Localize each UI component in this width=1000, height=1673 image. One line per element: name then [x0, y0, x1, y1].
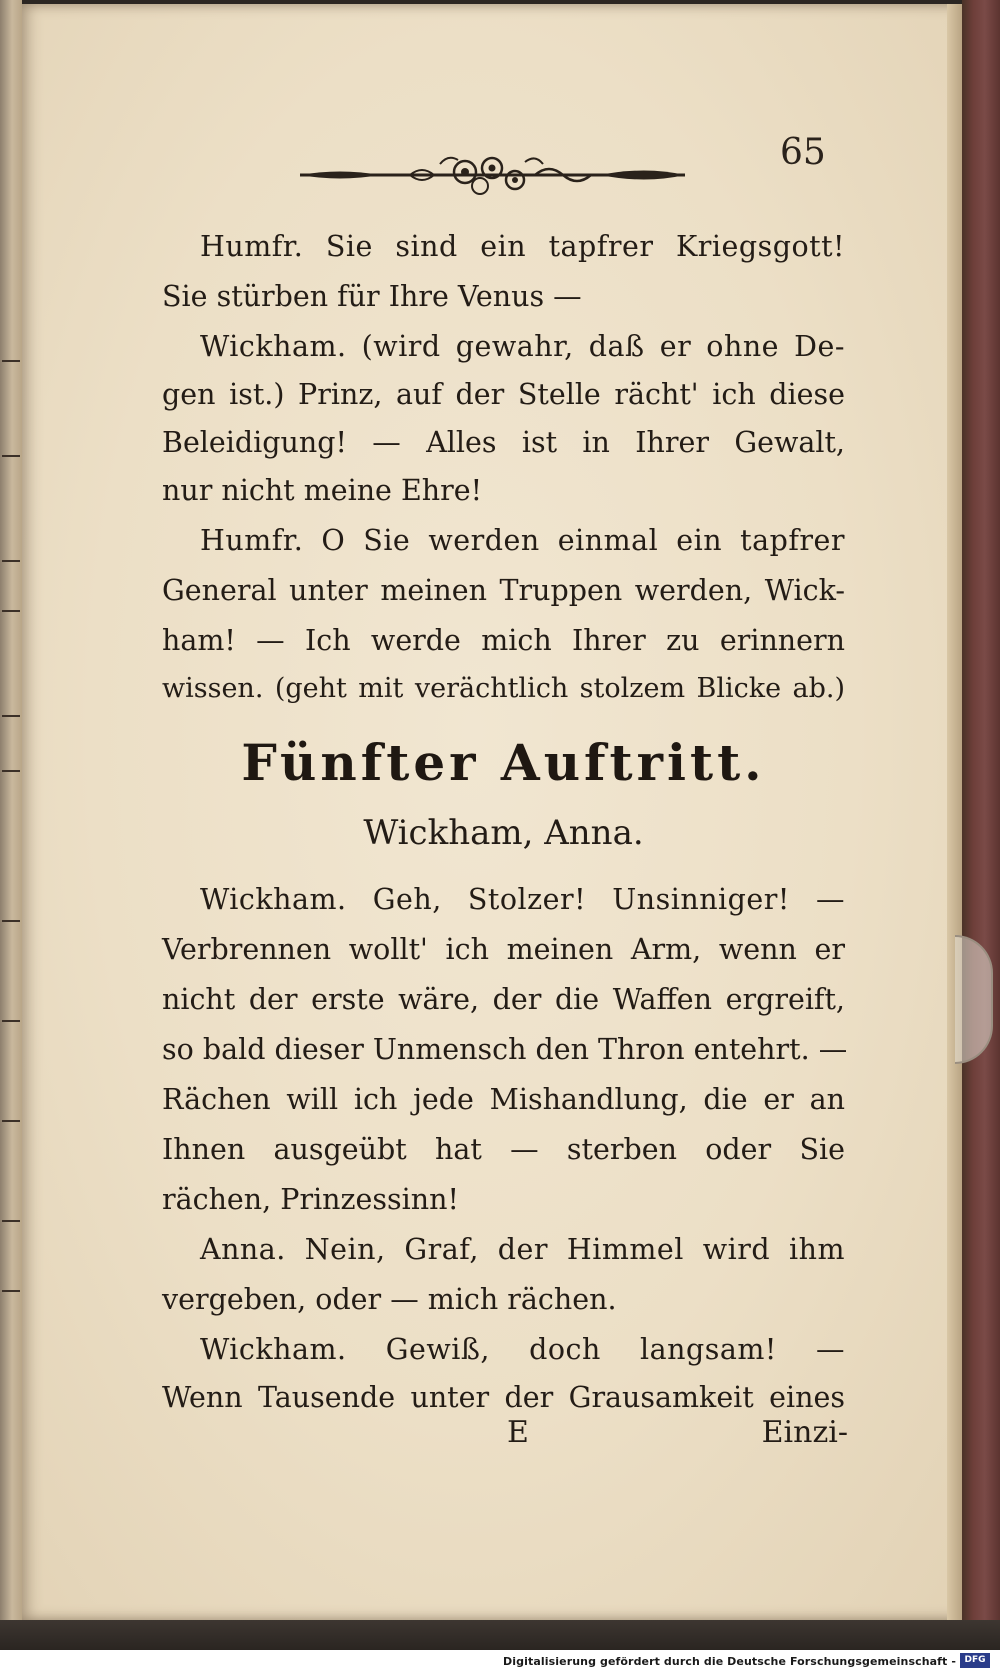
text-line: Wickham. Gewiß, doch langsam! — — [200, 1333, 845, 1366]
text-line: Humfr. O Sie werden einmal ein tapfrer — [200, 524, 845, 557]
text-line: nur nicht meine Ehre! — [162, 474, 483, 507]
scene-characters: Wickham, Anna. — [363, 813, 644, 853]
dfg-credit-text: Digitalisierung gefördert durch die Deutsche Forschungsgemeinschaft - — [503, 1655, 956, 1668]
text-line: Sie stürben für Ihre Venus — — [162, 280, 582, 313]
text-line: Wickham. (wird gewahr, daß er ohne De- — [200, 330, 845, 363]
dfg-logo: DFG — [960, 1653, 990, 1668]
credit-bar — [0, 1650, 1000, 1673]
text-line: Ihnen ausgeübt hat — sterben oder Sie — [162, 1133, 845, 1166]
bookmark-tab — [955, 935, 993, 1064]
text-line: Verbrennen wollt' ich meinen Arm, wenn er — [162, 933, 845, 966]
text-line: gen ist.) Prinz, auf der Stelle rächt' ich diese — [162, 378, 845, 411]
text-line: Anna. Nein, Graf, der Himmel wird ihm — [200, 1233, 845, 1266]
text-line: nicht der erste wäre, der die Waffen ergreift, — [162, 983, 845, 1016]
text-line: General unter meinen Truppen werden, Wick- — [162, 574, 845, 607]
catchword: Einzi- — [761, 1415, 848, 1450]
page-fore-edge — [947, 4, 962, 1620]
facing-page-edge — [0, 0, 22, 1630]
text-line: Rächen will ich jede Mishandlung, die er an — [162, 1083, 845, 1116]
text-line: so bald dieser Unmensch den Thron entehrt. — — [162, 1033, 848, 1066]
scanner-bottom-edge — [0, 1620, 1000, 1650]
scene-title: Fünfter Auftritt. — [241, 733, 766, 792]
text-line: Wickham. Geh, Stolzer! Unsinniger! — — [200, 883, 845, 916]
text-line: ham! — Ich werde mich Ihrer zu erinnern — [162, 624, 845, 657]
text-line: wissen. (geht mit verächtlich stolzem Blicke ab.) — [162, 673, 845, 704]
page-number: 65 — [780, 132, 826, 173]
text-line: vergeben, oder — mich rächen. — [162, 1283, 617, 1316]
text-line: rächen, Prinzessinn! — [162, 1183, 459, 1216]
text-line: Beleidigung! — Alles ist in Ihrer Gewalt, — [162, 426, 845, 459]
text-line: Wenn Tausende unter der Grausamkeit eines — [162, 1381, 845, 1414]
header-ornament-icon — [300, 150, 685, 200]
printer-signature: E — [507, 1415, 529, 1450]
text-line: Humfr. Sie sind ein tapfrer Kriegsgott! — [200, 230, 845, 263]
book-cover-edge — [962, 0, 1000, 1640]
facing-page-text-fragments — [0, 360, 22, 1360]
